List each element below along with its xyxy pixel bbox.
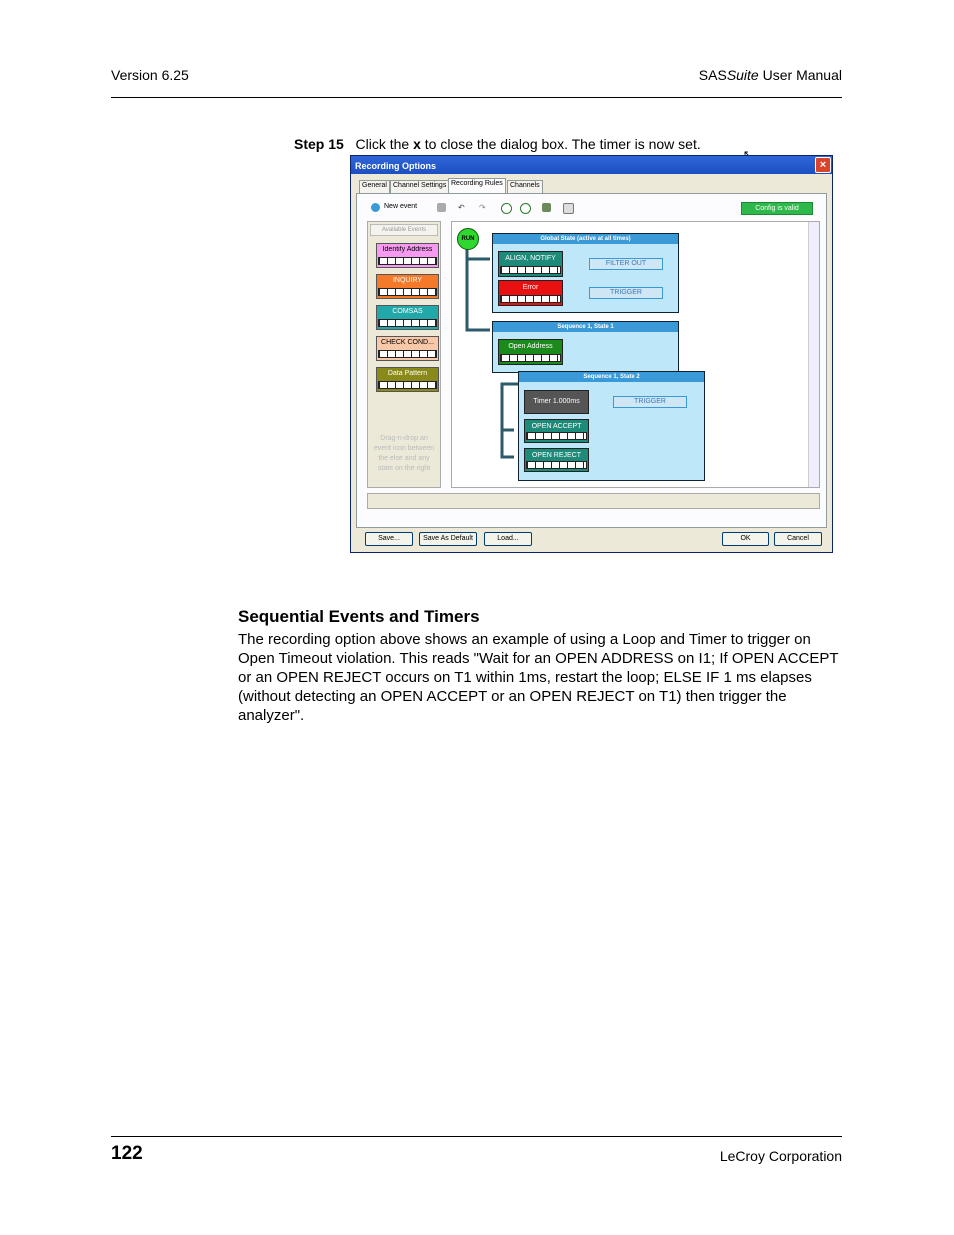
available-events-panel	[367, 221, 441, 488]
manual-suffix: User Manual	[758, 67, 842, 83]
event-open-address[interactable]	[498, 339, 563, 365]
global-state-title: Global State (active at all times)	[493, 234, 678, 244]
manual-prefix: SAS	[698, 67, 727, 83]
company-name: LeCroy Corporation	[719, 1148, 842, 1164]
event-inquiry[interactable]	[376, 274, 439, 299]
node-label: ALIGN, NOTIFY	[505, 255, 556, 262]
node-label: Open Address	[508, 343, 553, 350]
undo-icon[interactable]: ↶	[458, 203, 465, 212]
action-filter-out[interactable]: FILTER OUT	[589, 258, 663, 270]
camera-icon[interactable]	[437, 203, 446, 212]
run-node[interactable]: RUN	[457, 228, 479, 250]
event-open-reject[interactable]	[524, 448, 589, 472]
recording-options-dialog	[350, 155, 833, 553]
drag-hint: Drag-n-drop an event icon between the else and any state on the right	[373, 435, 435, 472]
event-label: Data Pattern	[387, 370, 428, 377]
step-instruction	[294, 136, 701, 152]
section-title: Sequential Events and Timers	[238, 607, 480, 626]
event-align-notify[interactable]	[498, 251, 563, 277]
event-channel-cells	[378, 288, 437, 296]
event-label: COMSAS	[392, 308, 423, 315]
event-identify-address[interactable]	[376, 243, 439, 268]
save-button[interactable]: Save...	[365, 532, 413, 546]
tab-recording-rules[interactable]: Recording Rules	[448, 178, 506, 195]
event-check-cond[interactable]	[376, 336, 439, 361]
manual-italic: Suite	[726, 67, 759, 83]
event-channel-cells	[378, 350, 437, 358]
save-as-default-button[interactable]: Save As Default	[419, 532, 477, 546]
event-comsas[interactable]	[376, 305, 439, 330]
close-icon[interactable]: ×	[815, 157, 831, 173]
global-state[interactable]	[492, 233, 679, 313]
seq1-state2-title: Sequence 1, State 2	[519, 372, 704, 382]
seq1-state2[interactable]	[518, 371, 705, 481]
node-label: Error	[522, 284, 539, 291]
grid-icon[interactable]	[542, 203, 551, 212]
seq1-state1[interactable]	[492, 321, 679, 373]
dialog-title: Recording Options	[355, 161, 436, 171]
event-open-accept[interactable]	[524, 419, 589, 443]
event-timer[interactable]	[524, 390, 589, 414]
step-label: Step 15	[294, 136, 344, 152]
status-bar	[367, 493, 820, 509]
step-bold-word: x	[413, 136, 421, 152]
event-label: CHECK COND...	[381, 339, 434, 346]
available-events-header: Available Events	[370, 224, 438, 236]
node-channel-cells	[500, 295, 561, 303]
properties-icon[interactable]	[563, 203, 574, 214]
seq1-state1-title: Sequence 1, State 1	[493, 322, 678, 332]
canvas-scrollbar[interactable]	[808, 222, 819, 487]
event-label: INQUIRY	[392, 277, 423, 284]
cancel-button[interactable]: Cancel	[774, 532, 822, 546]
node-channel-cells	[500, 354, 561, 362]
manual-title	[699, 67, 842, 83]
load-button[interactable]: Load...	[484, 532, 532, 546]
zoom-in-icon[interactable]	[501, 203, 512, 214]
globe-icon	[371, 203, 380, 212]
footer-rule	[111, 1136, 842, 1137]
node-channel-cells	[526, 461, 587, 469]
config-status-badge: Config is valid	[741, 202, 813, 215]
node-channel-cells	[500, 266, 561, 274]
node-channel-cells	[526, 432, 587, 440]
event-data-pattern[interactable]	[376, 367, 439, 392]
zoom-out-icon[interactable]	[520, 203, 531, 214]
header-rule	[111, 97, 842, 98]
new-event-button[interactable]: New event	[384, 203, 418, 210]
node-label: OPEN REJECT	[531, 452, 581, 459]
ok-button[interactable]: OK	[722, 532, 769, 546]
event-channel-cells	[378, 257, 437, 265]
event-error[interactable]	[498, 280, 563, 306]
event-channel-cells	[378, 381, 437, 389]
page-number: 122	[111, 1143, 143, 1164]
action-trigger[interactable]: TRIGGER	[589, 287, 663, 299]
version-label: Version 6.25	[111, 67, 189, 83]
tab-general[interactable]: General	[359, 180, 390, 194]
action-trigger-timer[interactable]: TRIGGER	[613, 396, 687, 408]
tab-channel-settings[interactable]: Channel Settings	[390, 180, 449, 194]
event-label: Identify Address	[382, 246, 433, 253]
step-text-before: Click the	[355, 136, 414, 152]
event-channel-cells	[378, 319, 437, 327]
redo-icon[interactable]: ↷	[479, 203, 486, 212]
rules-canvas[interactable]	[451, 221, 820, 488]
section-body: The recording option above shows an example of using a Loop and Timer to trigger on Open Timeout violation. This reads "Wait for an OPEN ADDRESS on I1; If OPEN ACCEPT or an OPEN REJECT occurs on T1 within 1ms, restart the loop; ELSE IF 1 ms elapses (without detecting an OPEN ACCEPT or an OPEN REJECT on T1) then trigger the analyzer".	[238, 631, 839, 724]
node-label: OPEN ACCEPT	[531, 423, 582, 430]
step-text-after: to close the dialog box. The timer is now set.	[420, 136, 701, 152]
node-label: Timer 1.000ms	[533, 398, 580, 405]
dialog-titlebar	[351, 156, 832, 174]
tab-channels[interactable]: Channels	[507, 180, 543, 194]
